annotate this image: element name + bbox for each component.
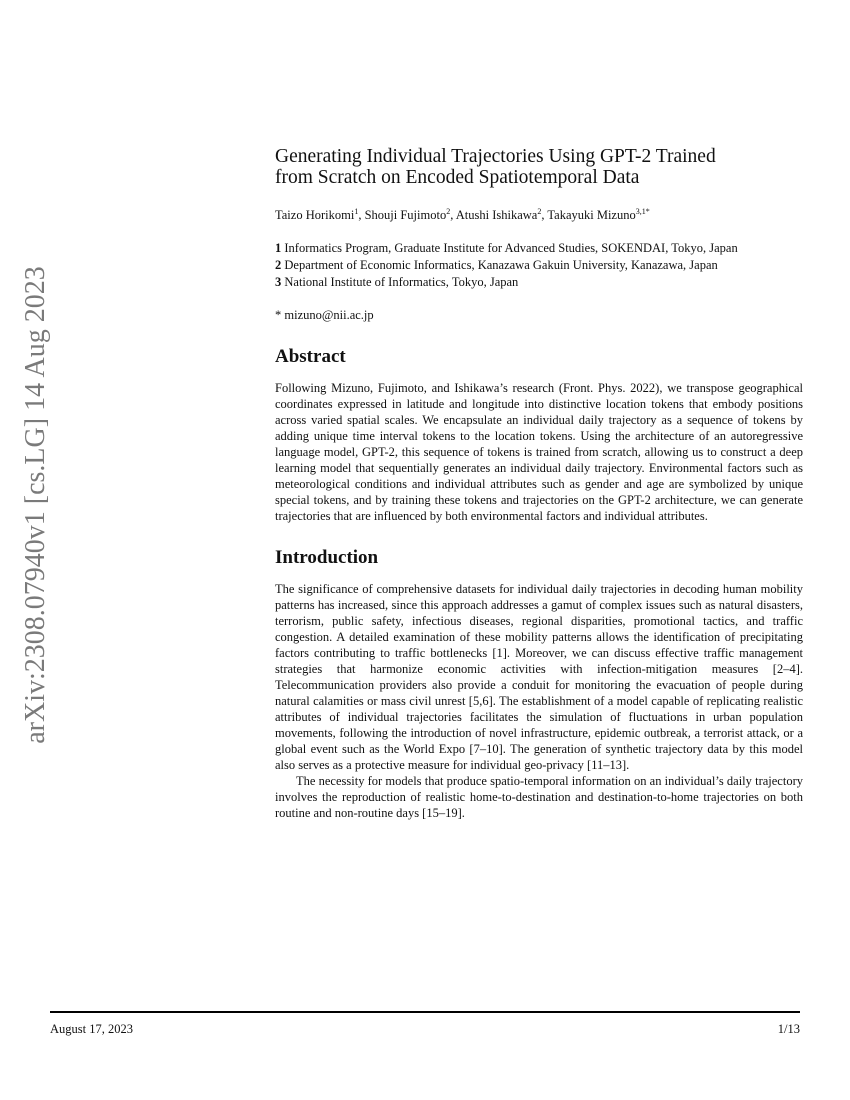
corresponding-email: * mizuno@nii.ac.jp bbox=[275, 308, 374, 323]
affiliation-number: 1 bbox=[275, 241, 282, 256]
abstract-heading: Abstract bbox=[275, 346, 346, 368]
paper-body bbox=[275, 146, 803, 821]
affiliation-text: Informatics Program, Graduate Institute for Advanced Studies, SOKENDAI, Tokyo, Japan bbox=[284, 241, 738, 256]
paper-title bbox=[275, 146, 803, 188]
affiliation-text: Department of Economic Informatics, Kanazawa Gakuin University, Kanazawa, Japan bbox=[284, 258, 718, 273]
title-line-2: from Scratch on Encoded Spatiotemporal Data bbox=[275, 167, 640, 188]
author-list: Taizo Horikomi$^1$, Shouji Fujimoto$^2$, Atushi Ishikawa$^2$, Takayuki Mizuno$^{3,1*}$ bbox=[275, 207, 650, 223]
author-name: Atushi Ishikawa bbox=[455, 208, 538, 223]
arxiv-sidebar bbox=[12, 262, 60, 748]
introduction-paragraph-1: The significance of comprehensive datasets for individual daily trajectories in decoding human mobility patterns has increased, since this approach addresses a gamut of complex issues such as natural disasters, terrorism, public safety, infectious diseases, regional disparities, promotional tactics, and traffic congestion. A detailed examination of these mobility patterns allows the identification of precipitating factors contributing to traffic bottlenecks [1]. Moreover, we can discuss effective traffic management strategies that harmonize economic activities with infection-mitigation measures [2–4]. Telecommunication providers also provide a conduit for monitoring the evacuation of people during natural calamities or mass civil unrest [5,6]. The establishment of a model capable of replicating realistic attributes of individual trajectories facilitates the simulation of fluctuations in urban population movements, following the introduction of novel infrastructure, epidemic outbreak, a terrorist attack, or a global event such as the World Expo [7–10]. The generation of synthetic trajectory data by this model also serves as a protective measure for individual geo-privacy [11–13]. bbox=[275, 582, 803, 773]
page-number: 1/13 bbox=[777, 1022, 800, 1036]
affiliation-number: 3 bbox=[275, 275, 282, 290]
author-name: Takayuki Mizuno bbox=[547, 208, 636, 223]
author-affil-sup: 3,1* bbox=[635, 207, 650, 216]
author-affil-sup: 1 bbox=[354, 207, 359, 216]
author-affil-sup: 2 bbox=[537, 207, 542, 216]
author-name: Shouji Fujimoto bbox=[364, 208, 447, 223]
abstract-text: Following Mizuno, Fujimoto, and Ishikawa’s research (Front. Phys. 2022), we transpose geographical coordinates expressed in latitude and longitude into distinctive location tokens that embody positions across varied spatial scales. We encapsulate an individual daily trajectory as a sequence of tokens by adding unique time interval tokens to the location tokens. Using the architecture of an autoregressive language model, GPT-2, this sequence of tokens is trained from scratch, allowing us to construct a deep learning model that sequentially generates an individual daily trajectory. Environmental factors such as meteorological conditions and individual attributes such as gender and age are symbolized by unique special tokens, and by training these tokens and trajectories on the GPT-2 architecture, we can generate trajectories that are influenced by both environmental factors and individual attributes. bbox=[275, 381, 803, 524]
affiliation-number: 2 bbox=[275, 258, 282, 273]
introduction-paragraph-2: The necessity for models that produce spatio-temporal information on an individual’s daily trajectory involves the reproduction of realistic home-to-destination and destination-to-home trajectories on both routine and non-routine days [15–19]. bbox=[275, 774, 803, 821]
arxiv-identifier: arXiv:2308.07940v1 [cs.LG] 14 Aug 2023 bbox=[20, 266, 52, 744]
footer-rule bbox=[50, 1011, 800, 1013]
affiliation bbox=[275, 240, 803, 257]
affiliation-text: National Institute of Informatics, Tokyo, Japan bbox=[284, 275, 519, 290]
affiliation-list bbox=[275, 240, 803, 291]
title-line-1: Generating Individual Trajectories Using GPT-2 Trained bbox=[275, 146, 716, 167]
affiliation bbox=[275, 274, 803, 291]
affiliation bbox=[275, 257, 803, 274]
author-name: Taizo Horikomi bbox=[275, 208, 355, 223]
footer-date: August 17, 2023 bbox=[50, 1022, 133, 1036]
introduction-heading: Introduction bbox=[275, 547, 379, 569]
author-affil-sup: 2 bbox=[446, 207, 451, 216]
